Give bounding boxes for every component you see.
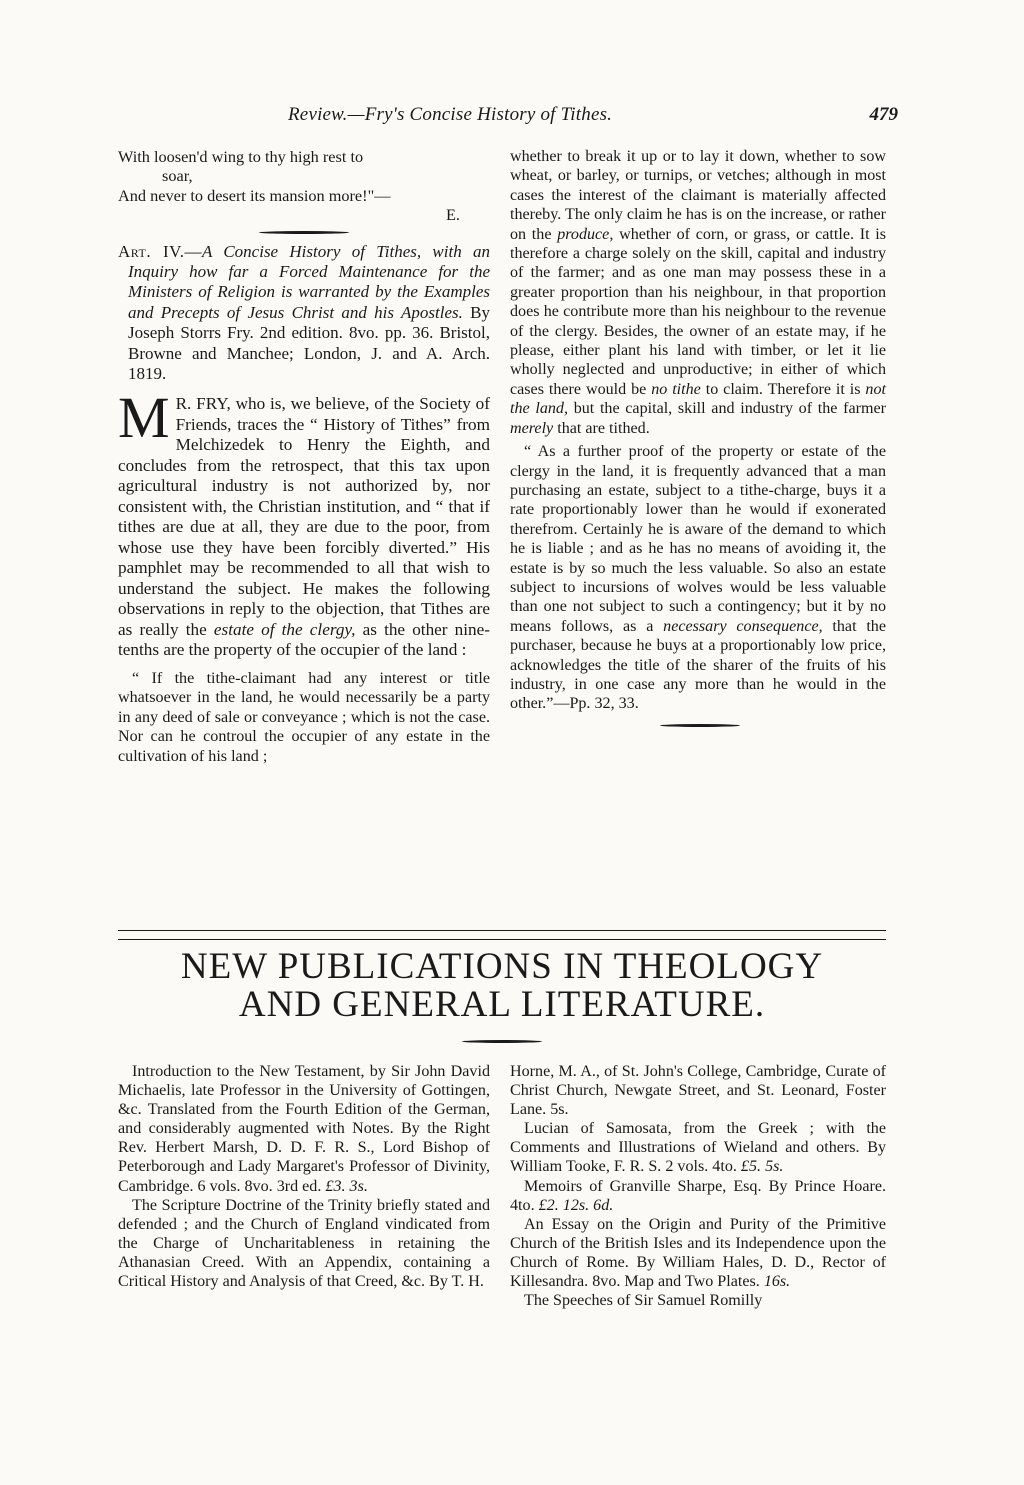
quote-text: whether of corn, or grass, or cattle. It is therefore a charge solely on the skill, capital and industry of the farmer; and as one man may possess these in a greater proportion than his neighbour, in that proportion does he contribute more than his neighbour to the revenue of the clergy. Besides, the owner of an estate may, if he please, either plant his land with timber, or let it lie wholly neglected and unproductive; in either of which cases there would be bbox=[510, 225, 886, 398]
article-title: A Concise History of Tithes, with an Inquiry how far a Forced Maintenance for the Ministers of Religion is warranted by the Examples and Precepts of Jesus Christ and his Apostles. bbox=[128, 241, 491, 322]
quote-text: whether to break it up or to lay it down, whether to sow wheat, or barley, or turnips, or vetches; although in most cases the interest of the claimant is materially affected thereby. The only claim he has is on the increase, or rather on the bbox=[510, 148, 886, 243]
running-head bbox=[118, 104, 898, 140]
quote-paragraph: “ If the tithe-claimant had any interest or title whatsoever in the land, he would necessarily be a party in any deed of sale or conveyance ; which is not the case. Nor can he controul the occupier of any estate in the cultivation of his land ; bbox=[118, 669, 490, 765]
review-body bbox=[118, 385, 490, 661]
quote-text: “ As a further proof of the property or estate of the clergy in the land, it is frequently advanced that a man purchasing an estate, subject to a tithe-charge, buys it a rate proportionably lower than he would if exonerated therefrom. Certainly he is aware of the demand to which he is liable ; and as he has no means of avoiding it, the estate is by so much the less valuable. So also an estate subject to incursions of wolves would be less valuable than one not subject to such a contingency; but it by no means follows, as a bbox=[510, 443, 886, 635]
entry-price: £5. 5s. bbox=[740, 1158, 784, 1176]
body-text-end: as the other nine-tenths are the property of the occupier of the land : bbox=[118, 619, 490, 660]
quote-paragraph bbox=[510, 442, 886, 714]
section-title-line: NEW PUBLICATIONS IN THEOLOGY bbox=[180, 946, 824, 987]
quote-text: to claim. Therefore it is bbox=[700, 380, 866, 398]
poem-line: soar, bbox=[162, 166, 193, 186]
quote-italic: no tithe bbox=[651, 380, 701, 398]
entry-text: Lucian of Samosata, from the Greek ; with the Comments and Illustrations of Wieland and others. By William Tooke, F. R. S. 2 vols. 4to. bbox=[510, 1120, 886, 1176]
page-number: 479 bbox=[869, 104, 898, 125]
publication-entry bbox=[118, 1062, 490, 1196]
right-column-top bbox=[510, 147, 886, 727]
section-title-line: AND GENERAL LITERATURE. bbox=[238, 984, 766, 1025]
publication-entry: The Speeches of Sir Samuel Romilly bbox=[524, 1292, 763, 1310]
quote-italic: not the land, bbox=[510, 380, 886, 418]
body-text: R. FRY, who is, we believe, of the Society of Friends, traces the “ History of Tithes” from Melchizedek to Henry the Eighth, and concludes from the retrospect, that this tax upon agricultural industry is not authorized by, nor consistent with, the Christian institution, and “ that if tithes are due at all, they are due to the poor, from whose use they have been forcibly diverted.” His pamphlet may be recommended to all that wish to understand the subject. He makes the following observations in reply to the objection, that Tithes are as really the bbox=[118, 394, 490, 639]
left-column-top bbox=[118, 147, 490, 766]
separator-rule bbox=[462, 1040, 542, 1043]
entry-text: Introduction to the New Testament, by Sir John David Michaelis, late Professor in the University of Gottingen, &c. Translated from the Fourth Edition of the German, and considerably augmented with Notes. By the Right Rev. Herbert Marsh, D. D. F. R. S., Lord Bishop of Peterborough and Lady Margaret's Professor of Divinity, Cambridge. 6 vols. 8vo. 3rd ed. bbox=[118, 1063, 490, 1195]
entry-text: An Essay on the Origin and Purity of the Primitive Church of the British Isles and its Independence upon the Church of Rome. By William Hales, D. D., Rector of Killesandra. 8vo. Map and Two Plates. bbox=[510, 1215, 886, 1291]
double-rule bbox=[118, 930, 886, 940]
poem-line: With loosen'd wing to thy high rest to bbox=[118, 147, 364, 166]
quote-text: but the capital, skill and industry of the farmer bbox=[568, 400, 887, 418]
running-head-title: Review.—Fry's Concise History of Tithes. bbox=[288, 104, 613, 125]
section-title bbox=[118, 948, 886, 1024]
quote-italic: necessary consequence, bbox=[663, 617, 823, 635]
right-column-bottom bbox=[510, 1062, 886, 1310]
publication-entry bbox=[510, 1215, 886, 1291]
quote-continuation bbox=[510, 147, 886, 438]
body-italic: estate of the clergy, bbox=[213, 619, 356, 639]
quote-text: that the purchaser, because he buys at a proportionably low price, acknowledges the title of the sharer of the fruits of his industry, in one case any more than he would in the other.”—Pp. 32, 33. bbox=[510, 617, 887, 713]
entry-price: 16s. bbox=[763, 1273, 791, 1291]
quote-italic: produce, bbox=[557, 225, 614, 243]
publication-entry-continuation: Horne, M. A., of St. John's College, Cambridge, Curate of Christ Church, Newgate Street, and St. Leonard, Foster Lane. 5s. bbox=[510, 1063, 886, 1119]
article-details: By Joseph Storrs Fry. 2nd edition. 8vo. pp. 36. Bristol, Browne and Manchee; London, J. and A. Arch. 1819. bbox=[128, 302, 491, 384]
publication-entry bbox=[510, 1177, 886, 1215]
entry-price: £2. 12s. 6d. bbox=[538, 1196, 614, 1214]
drop-cap: M bbox=[118, 385, 170, 451]
separator-rule bbox=[660, 724, 740, 727]
signature: E. bbox=[445, 205, 460, 225]
separator-rule bbox=[259, 231, 349, 234]
article-label: Art. IV.— bbox=[118, 241, 202, 261]
publication-entry: The Scripture Doctrine of the Trinity briefly stated and defended ; and the Church of England vindicated from the Charge of Uncharitableness in retaining the Athanasian Creed. With an Appendix, containing a Critical History and Analysis of that Creed, &c. By T. H. bbox=[118, 1196, 490, 1291]
poem-line: And never to desert its mansion more!"— bbox=[118, 185, 391, 205]
article-heading bbox=[118, 242, 490, 385]
publication-entry bbox=[510, 1119, 886, 1176]
quote-italic: merely bbox=[510, 419, 554, 437]
left-column-bottom bbox=[118, 1062, 490, 1291]
entry-text: Memoirs of Granville Sharpe, Esq. By Prince Hoare. 4to. bbox=[510, 1177, 886, 1214]
entry-price: £3. 3s. bbox=[325, 1177, 368, 1195]
quote-text: that are tithed. bbox=[553, 419, 650, 437]
